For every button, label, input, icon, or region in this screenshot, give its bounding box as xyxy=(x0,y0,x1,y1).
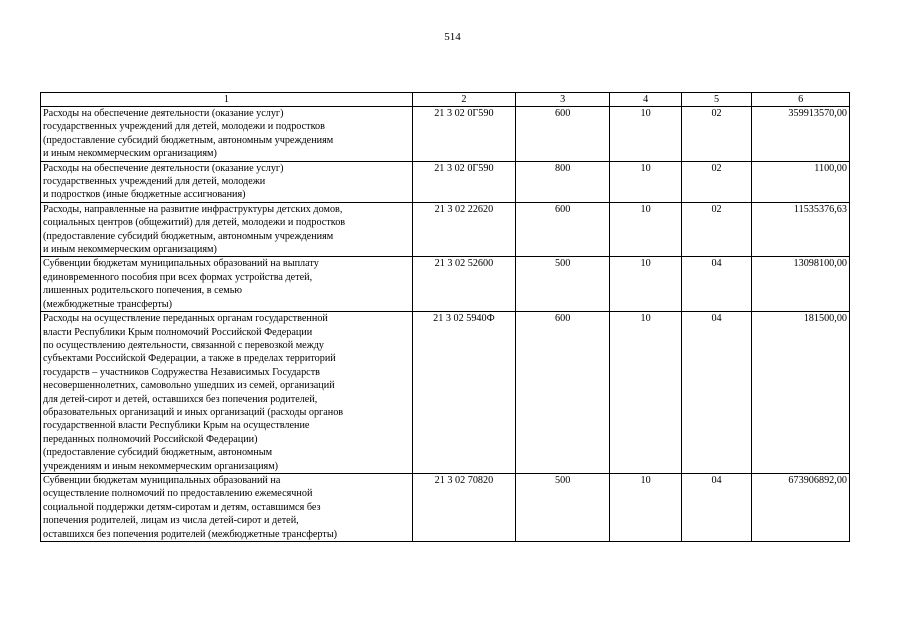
column-header: 5 xyxy=(681,93,751,107)
section: 10 xyxy=(610,312,681,474)
expense-type: 600 xyxy=(515,202,610,257)
table-row xyxy=(41,161,850,202)
section: 10 xyxy=(610,473,681,541)
table-row xyxy=(41,312,850,474)
column-header: 2 xyxy=(412,93,515,107)
expense-name: Расходы на обеспечение деятельности (оказание услуг) государственных учреждений для детей, молодежи и подростков (иные бюджетные ассигнования) xyxy=(41,161,413,202)
expense-type: 500 xyxy=(515,257,610,312)
column-header: 1 xyxy=(41,93,413,107)
budget-table xyxy=(40,92,850,542)
column-number-row xyxy=(41,93,850,107)
amount: 13098100,00 xyxy=(752,257,850,312)
expense-type: 800 xyxy=(515,161,610,202)
subsection: 04 xyxy=(681,473,751,541)
amount: 359913570,00 xyxy=(752,107,850,162)
amount: 181500,00 xyxy=(752,312,850,474)
subsection: 02 xyxy=(681,202,751,257)
amount: 673906892,00 xyxy=(752,473,850,541)
target-code: 21 3 02 0Г590 xyxy=(412,107,515,162)
expense-name: Расходы, направленные на развитие инфраструктуры детских домов, социальных центров (общежитий) для детей, молодежи и подростков (предоставление субсидий бюджетным, автономным учреждениям и иным некоммерческим организациям) xyxy=(41,202,413,257)
section: 10 xyxy=(610,202,681,257)
subsection: 04 xyxy=(681,257,751,312)
table-row xyxy=(41,473,850,541)
target-code: 21 3 02 5940Ф xyxy=(412,312,515,474)
amount: 1100,00 xyxy=(752,161,850,202)
column-header: 3 xyxy=(515,93,610,107)
subsection: 02 xyxy=(681,107,751,162)
table-row xyxy=(41,107,850,162)
amount: 11535376,63 xyxy=(752,202,850,257)
column-header: 4 xyxy=(610,93,681,107)
expense-name: Субвенции бюджетам муниципальных образований на осуществление полномочий по предоставлению ежемесячной социальной поддержки детям-сиротам и детям, оставшимся без попечения родителей, лицам из числа детей-сирот и детей, оставшихся без попечения родителей (межбюджетные трансферты) xyxy=(41,473,413,541)
expense-name: Расходы на обеспечение деятельности (оказание услуг) государственных учреждений для детей, молодежи и подростков (предоставление субсидий бюджетным, автономным учреждениям и иным некоммерческим организациям) xyxy=(41,107,413,162)
expense-type: 600 xyxy=(515,107,610,162)
section: 10 xyxy=(610,107,681,162)
section: 10 xyxy=(610,161,681,202)
table-row xyxy=(41,202,850,257)
expense-type: 600 xyxy=(515,312,610,474)
table-row xyxy=(41,257,850,312)
expense-type: 500 xyxy=(515,473,610,541)
expense-name: Расходы на осуществление переданных органам государственной власти Республики Крым полномочий Российской Федерации по осуществлению деятельности, связанной с перевозкой между субъектами Российской Федерации, а также в пределах территорий государств – участников Содружества Независимых Государств несовершеннолетних, самовольно ушедших из семей, организаций для детей-сирот и детей, оставшихся без попечения родителей, образовательных организаций и иных организаций (расходы органов государственной власти Республики Крым на осуществление переданных полномочий Российской Федерации) (предоставление субсидий бюджетным, автономным учреждениям и иным некоммерческим организациям) xyxy=(41,312,413,474)
subsection: 02 xyxy=(681,161,751,202)
expense-name: Субвенции бюджетам муниципальных образований на выплату единовременного пособия при всех формах устройства детей, лишенных родительского попечения, в семью (межбюджетные трансферты) xyxy=(41,257,413,312)
subsection: 04 xyxy=(681,312,751,474)
target-code: 21 3 02 0Г590 xyxy=(412,161,515,202)
target-code: 21 3 02 52600 xyxy=(412,257,515,312)
column-header: 6 xyxy=(752,93,850,107)
section: 10 xyxy=(610,257,681,312)
target-code: 21 3 02 70820 xyxy=(412,473,515,541)
target-code: 21 3 02 22620 xyxy=(412,202,515,257)
page-number: 514 xyxy=(444,31,461,43)
